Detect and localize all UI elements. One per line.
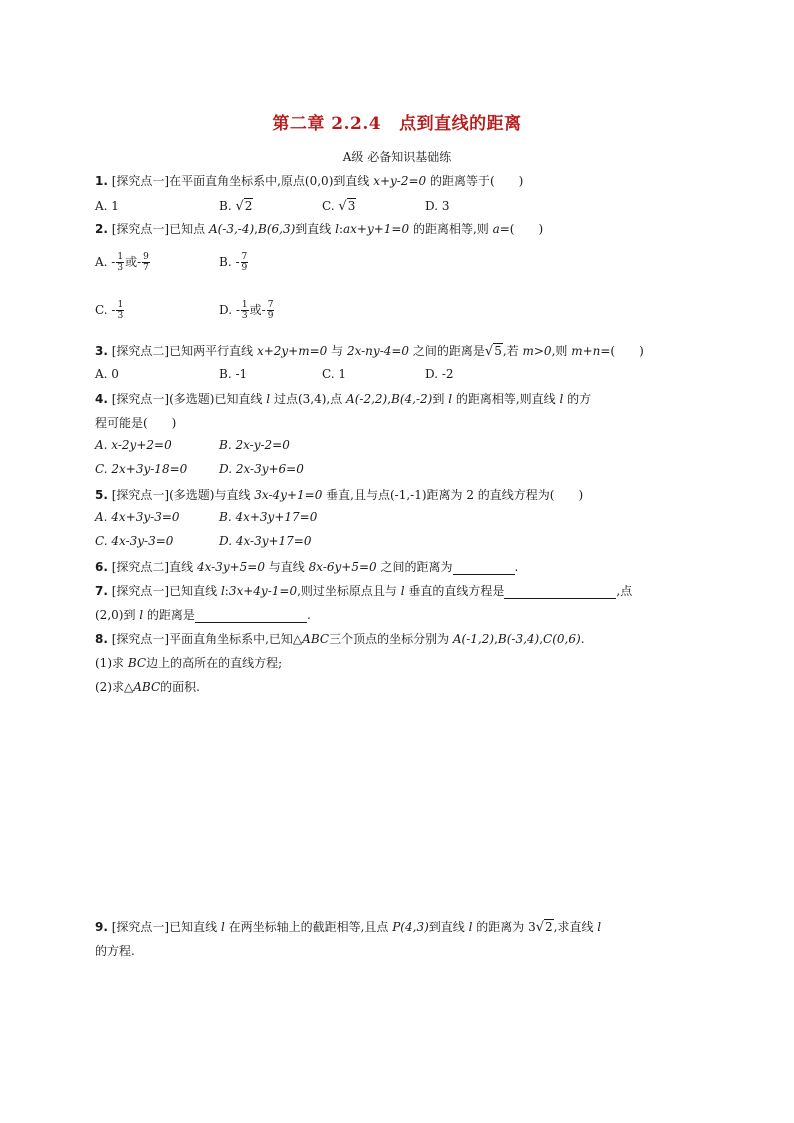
- sqrt: √3: [338, 199, 356, 214]
- point-a: A(-2,2): [346, 392, 388, 406]
- option-d: [219, 300, 275, 321]
- question-number: 1.: [95, 174, 108, 188]
- point-a: A(-1,2): [452, 632, 495, 646]
- denominator: 7: [143, 263, 149, 273]
- option-b: [219, 199, 253, 214]
- question-4-cont: 程可能是( ): [95, 416, 177, 430]
- question-2: [95, 220, 543, 237]
- question-text: ,点: [616, 584, 633, 598]
- option-a: A. x-2y+2=0: [95, 438, 172, 452]
- radicand: 2: [244, 199, 253, 213]
- question-7-cont: [95, 606, 311, 623]
- question-3: [95, 342, 644, 359]
- expression: m+n: [571, 344, 601, 358]
- question-text: 边上的高所在的直线方程;: [146, 656, 283, 670]
- answer-blank[interactable]: [504, 586, 616, 599]
- question-text: ,则过坐标原点且与: [297, 584, 401, 598]
- page-title: [0, 109, 794, 134]
- question-text: 的距离为 3: [472, 920, 536, 934]
- line-name: l: [400, 584, 405, 598]
- equation: 2x-ny-4=0: [346, 344, 410, 358]
- option-label: D. -: [219, 303, 240, 317]
- question-text: ,则: [551, 344, 572, 358]
- question-8-part-2: [95, 678, 200, 695]
- fraction: [241, 300, 249, 321]
- equation: 3x-4y+1=0: [254, 488, 323, 502]
- numerator: 9: [143, 252, 149, 262]
- separator: ,: [387, 392, 392, 406]
- question-text: [探究点一]已知直线: [111, 920, 221, 934]
- segment-name: BC: [127, 656, 147, 670]
- question-5: [95, 486, 583, 503]
- question-text: 的距离是: [143, 608, 195, 622]
- question-text: =( ): [499, 222, 544, 236]
- line-name: l: [220, 584, 225, 598]
- line-name: l: [468, 920, 473, 934]
- option-c: C. 1: [322, 367, 347, 381]
- question-text: [探究点一](多选题)与直线: [111, 488, 255, 502]
- option-label: C.: [322, 199, 339, 213]
- option-a: A. 1: [95, 199, 119, 213]
- denominator: 3: [117, 263, 124, 273]
- question-number: 9.: [95, 920, 108, 934]
- denominator: 9: [267, 311, 274, 321]
- question-text: 的距离等于( ): [426, 174, 524, 188]
- question-text: (2)求△: [95, 680, 134, 694]
- fraction: [142, 252, 150, 273]
- question-number: 2.: [95, 222, 108, 236]
- separator: :: [338, 222, 343, 236]
- denominator: 9: [241, 263, 248, 273]
- option-label: B.: [219, 199, 236, 213]
- question-text: ,求直线: [553, 920, 598, 934]
- question-text: 与: [327, 344, 347, 358]
- option-c: C. 4x-3y-3=0: [95, 534, 174, 548]
- radicand: 5: [494, 344, 502, 358]
- denominator: 3: [241, 311, 248, 321]
- equation: ax+y+1=0: [342, 222, 410, 236]
- line-name: l: [448, 392, 453, 406]
- question-text: ,若: [502, 344, 523, 358]
- question-text: (2,0)到: [95, 608, 140, 622]
- question-8: [95, 630, 585, 647]
- question-1: [95, 172, 523, 189]
- equation: 4x-3y+5=0: [196, 560, 265, 574]
- option-b: B. -1: [219, 367, 248, 381]
- answer-blank[interactable]: [195, 610, 307, 623]
- separator: ,: [254, 222, 258, 236]
- question-text: [探究点一]已知点: [111, 222, 209, 236]
- answer-blank[interactable]: [453, 562, 515, 575]
- question-text: 的距离相等,则: [409, 222, 493, 236]
- separator: ,: [539, 632, 544, 646]
- option-c: [95, 300, 125, 321]
- fraction: [116, 300, 124, 321]
- question-number: 3.: [95, 344, 108, 358]
- question-6: [95, 558, 518, 575]
- question-text: =( ): [600, 344, 644, 358]
- option-b: [219, 252, 249, 273]
- point-a: A(-3,-4): [208, 222, 255, 236]
- question-text: .: [306, 608, 311, 622]
- question-text: 过点(3,4),点: [270, 392, 347, 406]
- question-text: 垂直的直线方程是: [404, 584, 505, 598]
- question-text: 的方: [563, 392, 592, 406]
- question-text: 的面积.: [160, 680, 200, 694]
- question-text: 到直线: [428, 920, 469, 934]
- equation: 8x-6y+5=0: [308, 560, 377, 574]
- question-text: [探究点一]已知直线: [111, 584, 221, 598]
- question-text: [探究点一](多选题)已知直线: [111, 392, 267, 406]
- option-b: B. 4x+3y+17=0: [219, 510, 318, 524]
- fraction: [116, 252, 124, 273]
- sqrt: √5: [484, 344, 502, 359]
- question-text: (1)求: [95, 656, 128, 670]
- question-9: [95, 918, 601, 935]
- fraction: [267, 300, 275, 321]
- numerator: 1: [117, 300, 124, 310]
- option-a: [95, 252, 151, 273]
- line-name: l: [266, 392, 271, 406]
- question-7: [95, 582, 632, 599]
- point-p: P(4,3): [392, 920, 429, 934]
- question-number: 4.: [95, 392, 108, 406]
- option-c: C. 2x+3y-18=0: [95, 462, 188, 476]
- question-text: [探究点二]已知两平行直线: [111, 344, 257, 358]
- fraction: [241, 252, 249, 273]
- or-text: 或-: [249, 303, 266, 317]
- question-9-cont: 的方程.: [95, 944, 135, 958]
- chapter-number: 第二章 2.2.4: [272, 114, 382, 134]
- question-number: 6.: [95, 560, 108, 574]
- question-8-part-1: [95, 654, 282, 671]
- line-name: l: [597, 920, 602, 934]
- condition: m>0: [522, 344, 552, 358]
- line-name: l: [335, 222, 339, 236]
- section-heading: A级 必备知识基础练: [342, 150, 452, 164]
- option-label: C. -: [95, 303, 116, 317]
- question-text: 之间的距离为: [376, 560, 453, 574]
- question-text: 垂直,且与点(-1,-1)距离为 2 的直线方程为( ): [322, 488, 584, 502]
- option-d: D. -2: [425, 367, 454, 381]
- question-text: .: [514, 560, 519, 574]
- question-text: [探究点二]直线: [111, 560, 197, 574]
- point-b: B(-3,4): [497, 632, 540, 646]
- triangle-name: ABC: [302, 632, 330, 646]
- point-b: B(4,-2): [391, 392, 433, 406]
- numerator: 1: [241, 300, 248, 310]
- question-number: 8.: [95, 632, 108, 646]
- point-c: C(0,6): [543, 632, 581, 646]
- denominator: 3: [117, 311, 124, 321]
- question-text: [探究点一]在平面直角坐标系中,原点(0,0)到直线: [111, 174, 374, 188]
- option-b: B. 2x-y-2=0: [219, 438, 290, 452]
- option-label: B. -: [219, 255, 240, 269]
- numerator: 1: [117, 252, 124, 262]
- question-number: 7.: [95, 584, 108, 598]
- radicand: 2: [545, 920, 553, 934]
- line-name: l: [220, 920, 225, 934]
- equation: x+2y+m=0: [256, 344, 328, 358]
- question-4: [95, 390, 591, 407]
- point-b: B(6,3): [258, 222, 296, 236]
- option-d: D. 2x-3y+6=0: [219, 462, 304, 476]
- option-a: A. 0: [95, 367, 119, 381]
- separator: ,: [494, 632, 498, 646]
- line-name: l: [559, 392, 564, 406]
- triangle-name: ABC: [133, 680, 161, 694]
- question-text: .: [580, 632, 585, 646]
- option-a: A. 4x+3y-3=0: [95, 510, 180, 524]
- question-number: 5.: [95, 488, 108, 502]
- equation: x+y-2=0: [373, 174, 427, 188]
- question-text: 与直线: [264, 560, 309, 574]
- numerator: 7: [241, 252, 248, 262]
- question-text: 三个顶点的坐标分别为: [329, 632, 453, 646]
- question-text: 到: [432, 392, 449, 406]
- question-text: 在两坐标轴上的截距相等,且点: [224, 920, 393, 934]
- option-d: D. 4x-3y+17=0: [219, 534, 312, 548]
- question-text: 之间的距离是: [409, 344, 485, 358]
- separator: :: [224, 584, 229, 598]
- or-text: 或-: [125, 255, 142, 269]
- numerator: 7: [267, 300, 274, 310]
- variable: a: [492, 222, 500, 236]
- sqrt: √2: [235, 199, 253, 214]
- sqrt: √2: [535, 920, 553, 935]
- question-text: 的距离相等,则直线: [452, 392, 560, 406]
- option-label: A. -: [95, 255, 116, 269]
- question-text: [探究点一]平面直角坐标系中,已知△: [111, 632, 303, 646]
- line-name: l: [139, 608, 144, 622]
- radicand: 3: [347, 199, 356, 213]
- option-d: D. 3: [425, 199, 450, 213]
- question-text: 到直线: [295, 222, 336, 236]
- topic-title: 点到直线的距离: [399, 114, 522, 134]
- equation: 3x+4y-1=0: [228, 584, 298, 598]
- option-c: [322, 199, 356, 214]
